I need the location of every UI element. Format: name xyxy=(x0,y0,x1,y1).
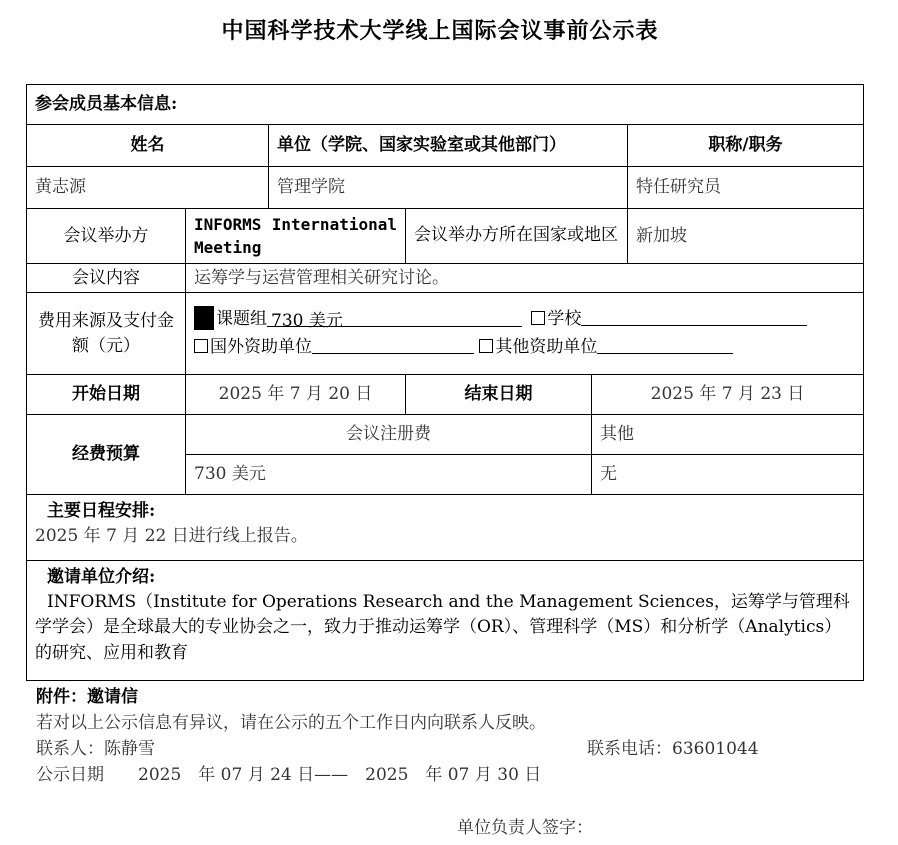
schedule-value: 2025 年 7 月 22 日进行线上报告。 xyxy=(35,525,308,546)
other-fee-label: 其他 xyxy=(592,415,864,455)
organizer-value-word1: INFORMS xyxy=(194,214,262,234)
funding-options xyxy=(186,293,864,375)
unit-column-header: 单位（学院、国家实验室或其他部门） xyxy=(269,125,628,167)
organizer-value-line2: Meeting xyxy=(194,238,262,257)
name-column-header: 姓名 xyxy=(27,125,269,167)
organizer-value-word2: International xyxy=(271,214,397,234)
contact-person: 联系人：陈静雪 xyxy=(36,739,155,759)
inviter-label: 邀请单位介绍: xyxy=(47,567,156,587)
funding-row-2 xyxy=(194,334,855,361)
budget-label: 经费预算 xyxy=(27,415,186,495)
schedule-cell xyxy=(27,495,864,561)
funding-opt2-line xyxy=(581,307,807,326)
contact-phone: 联系电话：63601044 xyxy=(587,739,759,759)
end-date-label: 结束日期 xyxy=(406,375,592,415)
funding-opt1-value: 730 美元 xyxy=(271,311,343,332)
checked-box-icon[interactable] xyxy=(194,306,214,330)
basic-info-header: 参会成员基本信息: xyxy=(27,85,864,125)
organizer-country-value: 新加坡 xyxy=(628,209,864,264)
funding-opt1-line xyxy=(267,308,522,332)
end-date-value: 2025 年 7 月 23 日 xyxy=(592,375,864,415)
title-column-header: 职称/职务 xyxy=(628,125,864,167)
start-date-label: 开始日期 xyxy=(27,375,186,415)
funding-opt4-label: 其他资助单位 xyxy=(495,336,598,357)
start-date-value: 2025 年 7 月 20 日 xyxy=(186,375,406,415)
inviter-cell xyxy=(27,561,864,681)
registration-fee-value: 730 美元 xyxy=(186,455,592,495)
funding-opt3-label: 国外资助单位 xyxy=(210,336,312,357)
funding-opt1-label: 课题组 xyxy=(216,309,267,330)
page-title: 中国科学技术大学线上国际会议事前公示表 xyxy=(221,18,659,44)
member-name-cell: 黄志源 xyxy=(27,167,269,209)
funding-opt2-label: 学校 xyxy=(547,309,582,330)
signature-label: 单位负责人签字： xyxy=(457,818,593,838)
disclosure-period: 公示日期 2025 年 07 月 24 日—— 2025 年 07 月 30 日 xyxy=(36,765,542,785)
checkbox-icon[interactable] xyxy=(479,339,493,353)
member-title-cell: 特任研究员 xyxy=(628,167,864,209)
organizer-country-label: 会议举办方所在国家或地区 xyxy=(406,209,628,264)
checkbox-icon[interactable] xyxy=(194,339,208,353)
content-value: 运筹学与运营管理相关研究讨论。 xyxy=(186,264,864,293)
organizer-value xyxy=(186,209,406,264)
content-label: 会议内容 xyxy=(27,264,186,293)
objection-note: 若对以上公示信息有异议，请在公示的五个工作日内向联系人反映。 xyxy=(36,713,546,733)
inviter-value: INFORMS（Institute for Operations Research and the Management Sciences，运筹学与管理科学学会）是全球最大的专业协会之一，致力于推动运筹学（OR）、管理科学（MS）和分析学（Analytics）的研究、应用和教育 xyxy=(35,591,850,663)
organizer-label: 会议举办方 xyxy=(27,209,186,264)
funding-row-1 xyxy=(194,306,855,333)
attachment-label: 附件：邀请信 xyxy=(36,687,138,707)
other-fee-value: 无 xyxy=(592,455,864,495)
disclosure-form-table xyxy=(26,84,864,681)
checkbox-icon[interactable] xyxy=(531,311,545,325)
registration-fee-label: 会议注册费 xyxy=(186,415,592,455)
funding-label: 费用来源及支付金额（元） xyxy=(27,293,186,375)
funding-opt4-line xyxy=(597,335,733,354)
member-unit-cell: 管理学院 xyxy=(269,167,628,209)
funding-opt3-line xyxy=(312,335,474,354)
schedule-label: 主要日程安排: xyxy=(47,501,156,521)
